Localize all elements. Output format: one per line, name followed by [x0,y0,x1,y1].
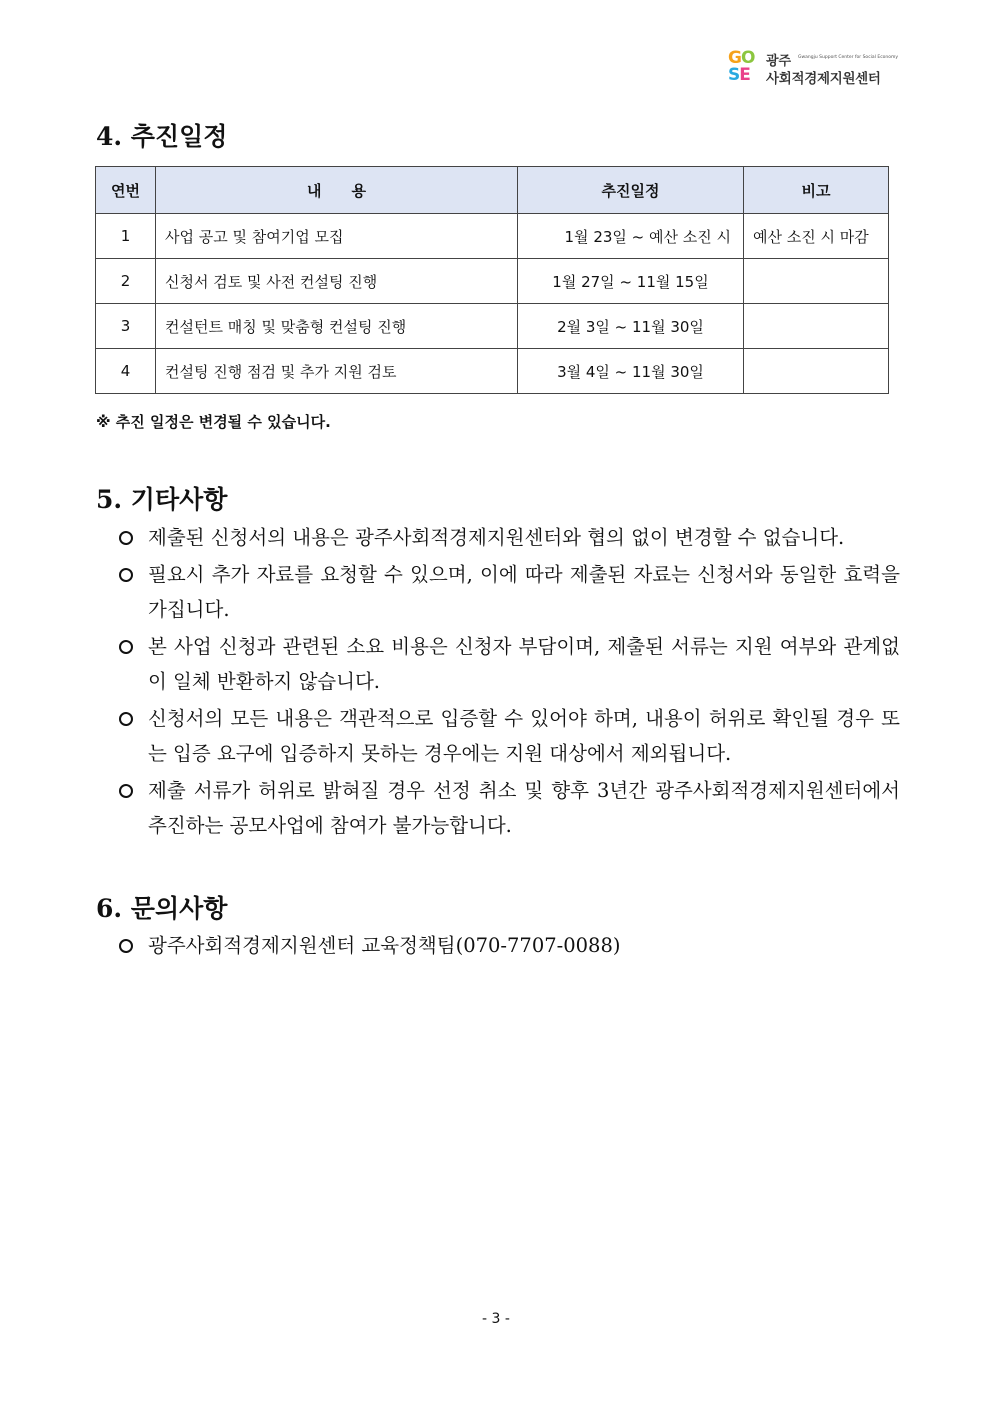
table-row [96,304,889,349]
cell-schedule: 3월 4일 ~ 11월 30일 [518,349,744,394]
list-item [118,520,900,555]
cell-number: 4 [96,349,156,394]
col-header-content: 내 용 [156,167,518,214]
circle-bullet-icon [118,520,136,555]
cell-number: 3 [96,304,156,349]
logo-city: 광주 [766,54,792,69]
table-row [96,349,889,394]
section5-title: 5. 기타사항 [96,485,228,514]
cell-remarks [744,349,889,394]
circle-bullet-icon [118,773,136,808]
schedule-footnote: ※ 추진 일정은 변경될 수 있습니다. [96,413,331,431]
list-item-text: 제출된 신청서의 내용은 광주사회적경제지원센터와 협의 없이 변경할 수 없습니다. [148,526,845,549]
cell-remarks [744,259,889,304]
cell-schedule: 1월 23일 ~ 예산 소진 시 [518,214,744,259]
col-header-remarks: 비고 [744,167,889,214]
logo-mark-go: GO [728,48,755,68]
section6-title: 6. 문의사항 [96,894,228,923]
page-number: - 3 - [482,1311,510,1327]
cell-number: 2 [96,259,156,304]
table-row [96,259,889,304]
cell-remarks [744,304,889,349]
col-header-schedule: 추진일정 [518,167,744,214]
cell-content: 신청서 검토 및 사전 컨설팅 진행 [156,259,518,304]
list-item-text: 제출 서류가 허위로 밝혀질 경우 선정 취소 및 향후 3년간 광주사회적경제지원센터에서 추진하는 공모사업에 참여가 불가능합니다. [148,779,900,837]
list-item [118,928,900,963]
circle-bullet-icon [118,629,136,664]
logo-org-name: 사회적경제지원센터 [766,71,881,87]
cell-schedule: 1월 27일 ~ 11월 15일 [518,259,744,304]
notes-list [118,520,900,845]
cell-remarks: 예산 소진 시 마감 [744,214,889,259]
contact-list [118,928,900,965]
list-item [118,701,900,771]
cell-content: 컨설팅 진행 점검 및 추가 지원 검토 [156,349,518,394]
contact-text: 광주사회적경제지원센터 교육정책팀(070-7707-0088) [148,934,621,957]
table-header-row [96,167,889,214]
logo-english: Gwangju Support Center for Social Economy [798,55,899,60]
circle-bullet-icon [118,928,136,963]
col-header-number: 연번 [96,167,156,214]
list-item [118,629,900,699]
table-row [96,214,889,259]
list-item-text: 신청서의 모든 내용은 객관적으로 입증할 수 있어야 하며, 내용이 허위로 확인될 경우 또는 입증 요구에 입증하지 못하는 경우에는 지원 대상에서 제외됩니다. [148,707,900,765]
list-item-text: 본 사업 신청과 관련된 소요 비용은 신청자 부담이며, 제출된 서류는 지원 여부와 관계없이 일체 반환하지 않습니다. [148,635,900,693]
section4-title: 4. 추진일정 [96,122,228,151]
list-item [118,557,900,627]
org-logo [728,50,898,88]
logo-mark-se: SE [728,65,750,85]
cell-content: 사업 공고 및 참여기업 모집 [156,214,518,259]
cell-schedule: 2월 3일 ~ 11월 30일 [518,304,744,349]
cell-content: 컨설턴트 매칭 및 맞춤형 컨설팅 진행 [156,304,518,349]
schedule-table [95,166,889,394]
cell-number: 1 [96,214,156,259]
list-item-text: 필요시 추가 자료를 요청할 수 있으며, 이에 따라 제출된 자료는 신청서와 동일한 효력을 가집니다. [148,563,900,621]
circle-bullet-icon [118,557,136,592]
list-item [118,773,900,843]
circle-bullet-icon [118,701,136,736]
